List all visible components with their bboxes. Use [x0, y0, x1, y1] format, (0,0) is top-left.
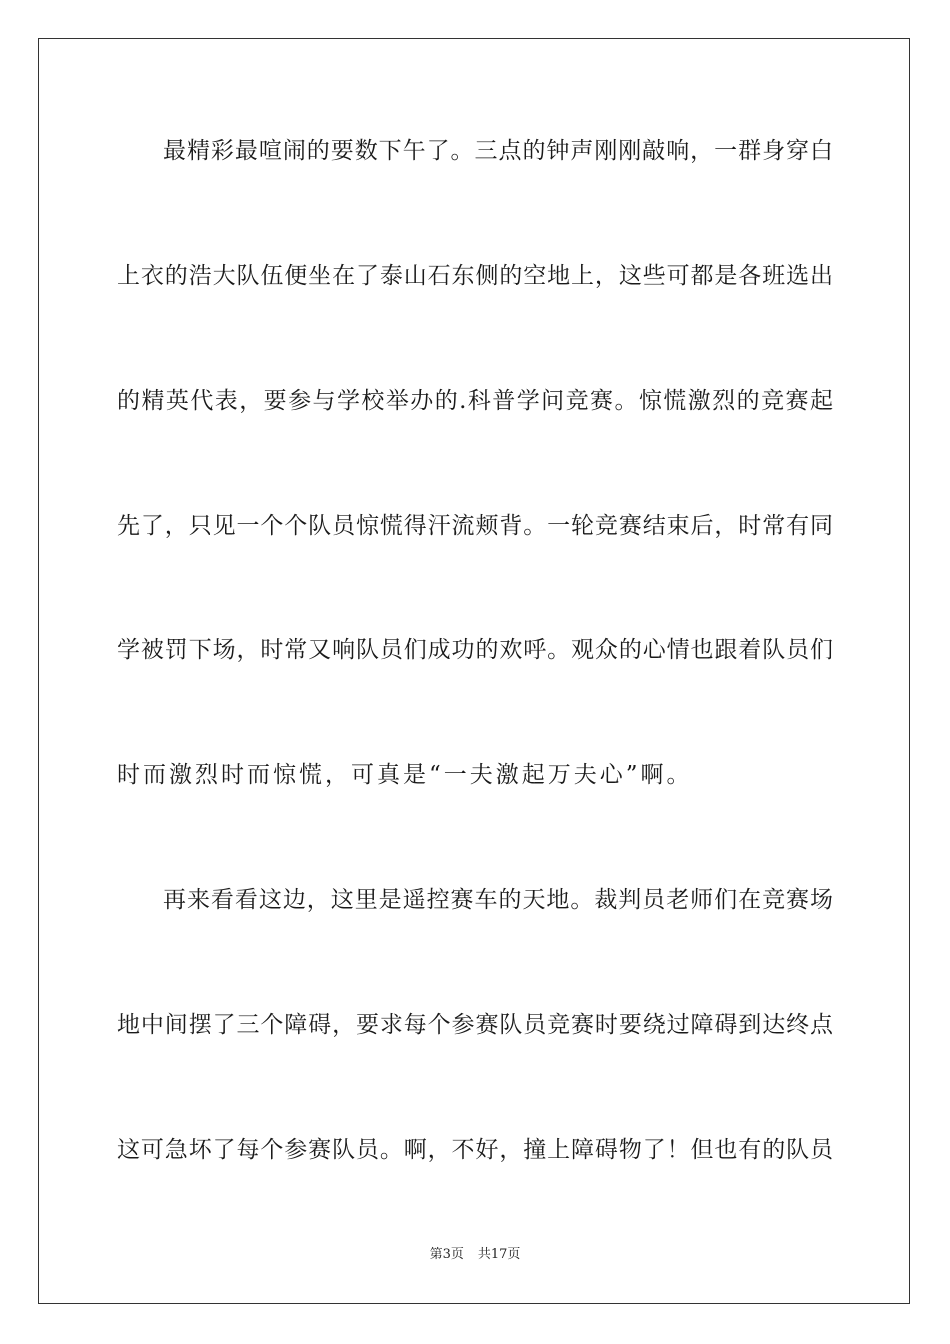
page-total: 共17页 [477, 1247, 521, 1262]
text-line: 地中间摆了三个障碍，要求每个参赛队员竞赛时要绕过障碍到达终点 [117, 1012, 833, 1038]
text-line: 时而激烈时而惊慌，可真是“一夫激起万夫心”啊。 [117, 762, 693, 788]
text-line: 学被罚下场，时常又响队员们成功的欢呼。观众的心情也跟着队员们 [117, 637, 833, 663]
text-line: 上衣的浩大队伍便坐在了泰山石东侧的空地上，这些可都是各班选出 [117, 263, 833, 289]
text-line: 这可急坏了每个参赛队员。啊，不好，撞上障碍物了！但也有的队员 [117, 1137, 833, 1163]
page-border [38, 38, 910, 1304]
text-line: 再来看看这边，这里是遥控赛车的天地。裁判员老师们在竞赛场 [163, 887, 833, 913]
text-line: 的精英代表，要参与学校举办的.科普学问竞赛。惊慌激烈的竞赛起 [117, 388, 833, 414]
page-footer [0, 1246, 950, 1264]
text-line: 先了，只见一个个队员惊慌得汗流颊背。一轮竞赛结束后，时常有同 [117, 513, 833, 539]
text-line: 最精彩最喧闹的要数下午了。三点的钟声刚刚敲响，一群身穿白 [163, 138, 833, 164]
page-number: 第3页 [429, 1247, 464, 1262]
